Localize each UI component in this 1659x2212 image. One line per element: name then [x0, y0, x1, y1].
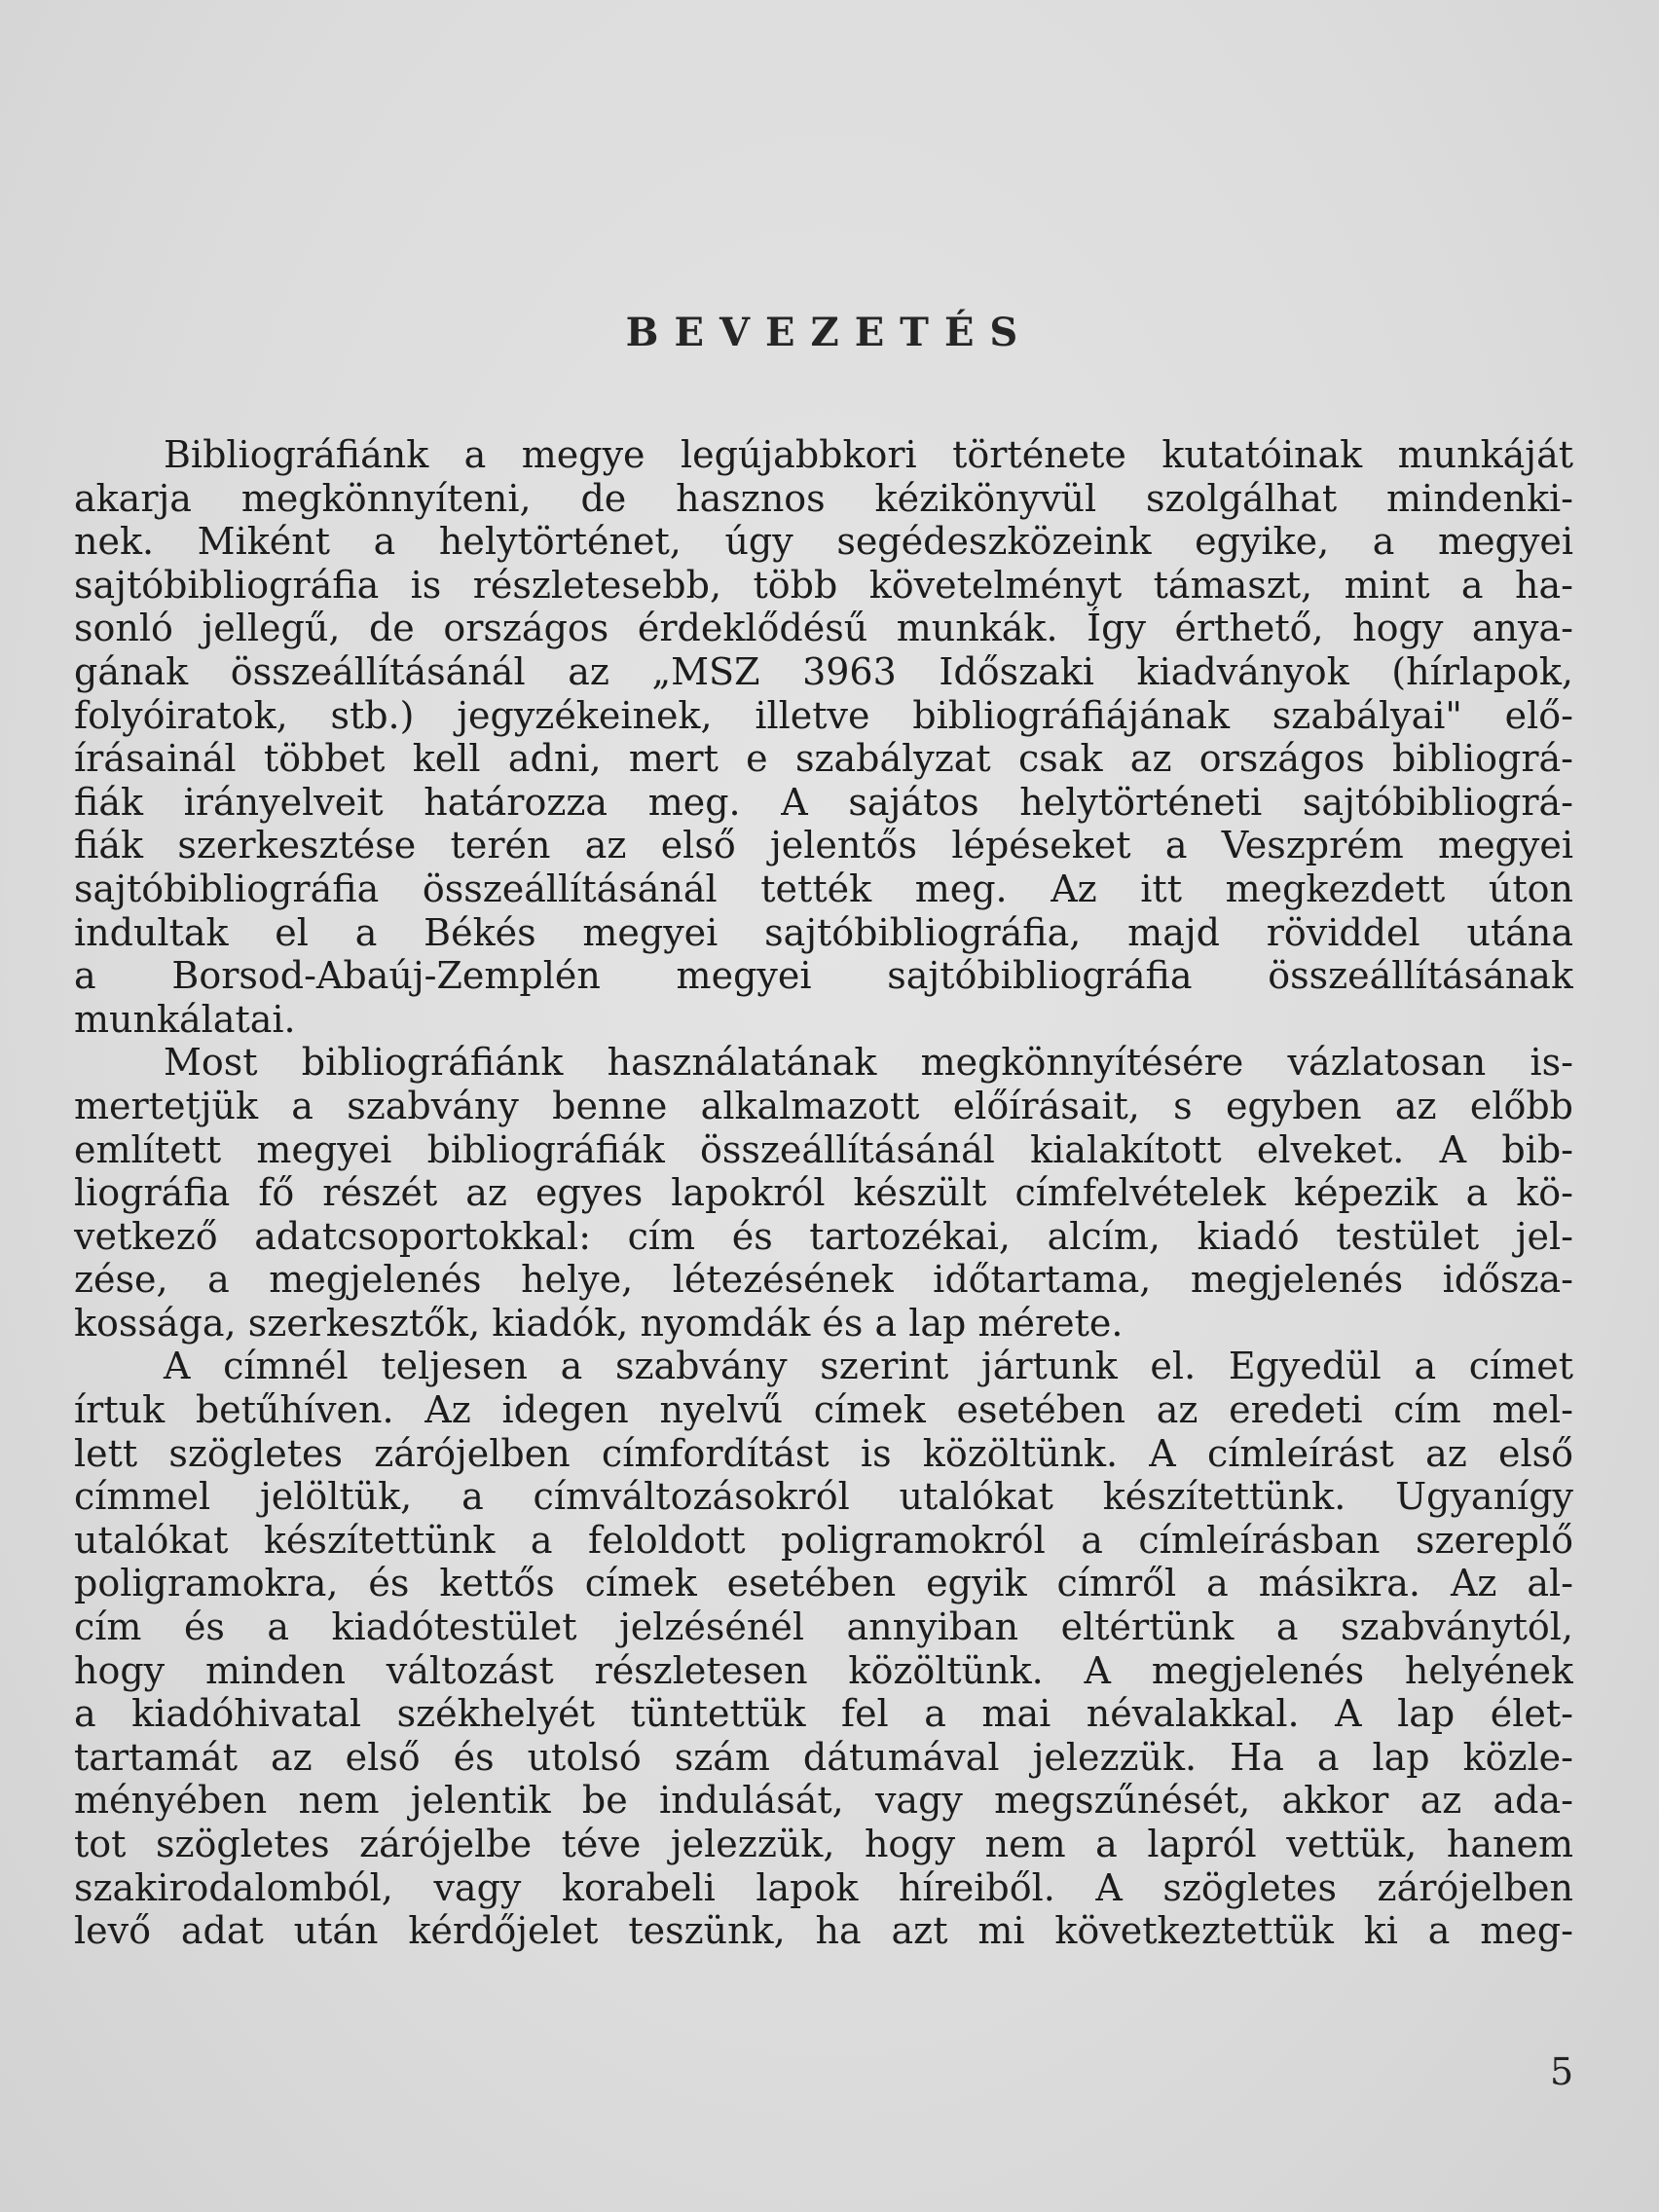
text-line: sajtóbibliográfia összeállításánál tették meg. Az itt megkezdett úton	[74, 866, 1573, 910]
text-line: említett megyei bibliográfiák összeállításánál kialakított elveket. A bib-	[74, 1127, 1573, 1171]
text-line: mertetjük a szabvány benne alkalmazott előírásait, s egyben az előbb	[74, 1084, 1573, 1127]
text-line: a kiadóhivatal székhelyét tüntettük fel a mai névalakkal. A lap élet-	[74, 1692, 1573, 1736]
text-line: írtuk betűhíven. Az idegen nyelvű címek esetében az eredeti cím mel-	[74, 1388, 1573, 1432]
body-text	[74, 433, 1573, 1953]
paragraph-3	[74, 1345, 1573, 1952]
text-line: tot szögletes zárójelbe téve jelezzük, hogy nem a lapról vettük, hanem	[74, 1823, 1573, 1865]
text-line: kossága, szerkesztők, kiadók, nyomdák és a lap mérete.	[74, 1301, 1124, 1345]
text-line: gának összeállításánál az „MSZ 3963 Időszaki kiadványok (hírlapok,	[74, 649, 1573, 693]
text-line: utalókat készítettünk a feloldott poligramokról a címleírásban szereplő	[74, 1518, 1573, 1562]
text-line: Most bibliográfiánk használatának megkönnyítésére vázlatosan is-	[164, 1041, 1573, 1085]
text-line: akarja megkönnyíteni, de hasznos kézikönyvül szolgálhat mindenki-	[74, 476, 1573, 520]
text-line: A címnél teljesen a szabvány szerint jártunk el. Egyedül a címet	[164, 1345, 1573, 1388]
text-line: munkálatai.	[74, 997, 296, 1041]
text-line: fiák irányelveit határozza meg. A sajátos helytörténeti sajtóbibliográ-	[74, 780, 1573, 824]
text-line: ményében nem jelentik be indulását, vagy megszűnését, akkor az ada-	[74, 1779, 1573, 1823]
text-line: vetkező adatcsoportokkal: cím és tartozékai, alcím, kiadó testület jel-	[74, 1214, 1573, 1258]
text-line: sonló jellegű, de országos érdeklődésű munkák. Így érthető, hogy anya-	[74, 607, 1573, 650]
text-line: poligramokra, és kettős címek esetében egyik címről a másikra. Az al-	[74, 1562, 1573, 1605]
text-line: lett szögletes zárójelben címfordítást is közöltünk. A címleírást az első	[74, 1431, 1573, 1475]
text-line: írásainál többet kell adni, mert e szabályzat csak az országos bibliográ-	[74, 737, 1573, 781]
text-line: tartamát az első és utolsó szám dátumával jelezzük. Ha a lap közle-	[74, 1735, 1573, 1779]
page-title: BEVEZETÉS	[625, 310, 1034, 355]
text-line: folyóiratok, stb.) jegyzékeinek, illetve bibliográfiájának szabályai" elő-	[74, 693, 1573, 737]
text-line: liográfia fő részét az egyes lapokról készült címfelvételek képezik a kö-	[74, 1171, 1573, 1215]
paragraph-2	[74, 1041, 1573, 1345]
page-number: 5	[1550, 2050, 1574, 2093]
text-line: hogy minden változást részletesen közöltünk. A megjelenés helyének	[74, 1648, 1573, 1692]
text-line: a Borsod-Abaúj-Zemplén megyei sajtóbibliográfia összeállításának	[74, 954, 1573, 998]
text-line: cím és a kiadótestület jelzésénél annyiban eltértünk a szabványtól,	[74, 1605, 1573, 1649]
text-line: fiák szerkesztése terén az első jelentős lépéseket a Veszprém megyei	[74, 824, 1573, 867]
paragraph-1	[74, 433, 1573, 1041]
text-line: szakirodalomból, vagy korabeli lapok híreiből. A szögletes zárójelben	[74, 1865, 1573, 1909]
text-line: levő adat után kérdőjelet teszünk, ha azt mi következtettük ki a meg-	[74, 1909, 1573, 1953]
text-line: zése, a megjelenés helye, létezésének időtartama, megjelenés idősza-	[74, 1258, 1573, 1302]
text-line: Bibliográfiánk a megye legújabbkori története kutatóinak munkáját	[164, 433, 1573, 476]
text-line: nek. Miként a helytörténet, úgy segédeszközeink egyike, a megyei	[74, 520, 1573, 564]
text-line: indultak el a Békés megyei sajtóbibliográfia, majd röviddel utána	[74, 910, 1573, 954]
text-line: címmel jelöltük, a címváltozásokról utalókat készítettünk. Ugyanígy	[74, 1475, 1573, 1519]
text-line: sajtóbibliográfia is részletesebb, több követelményt támaszt, mint a ha-	[74, 563, 1573, 607]
